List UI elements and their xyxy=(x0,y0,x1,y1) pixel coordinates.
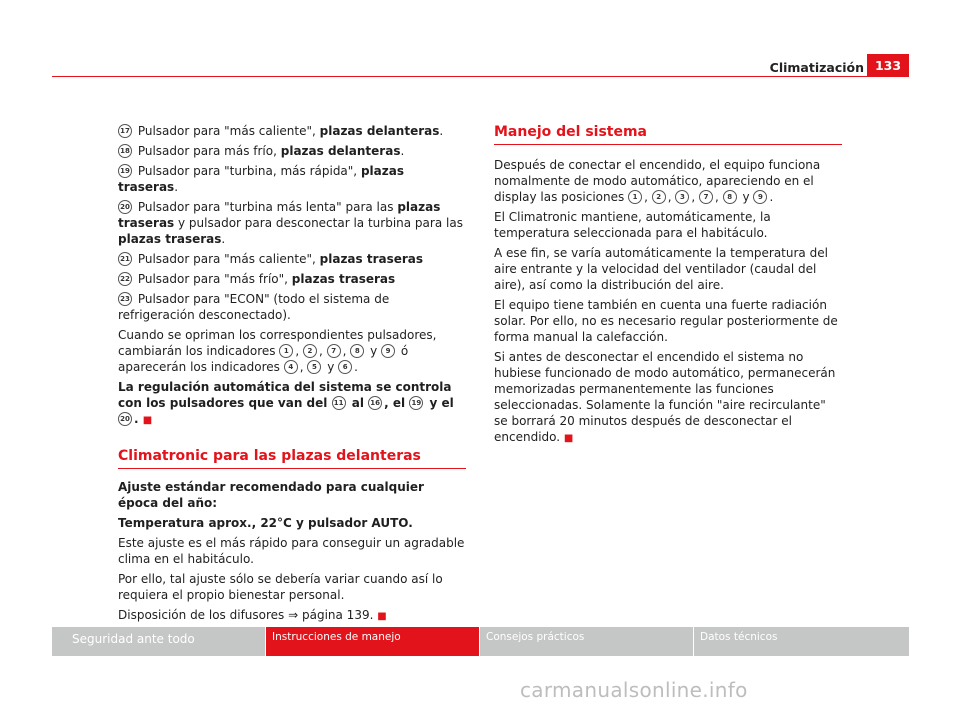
footer-tab-consejos[interactable]: Consejos prácticos xyxy=(480,627,693,656)
section-title-manejo: Manejo del sistema xyxy=(494,123,842,145)
indicator-badge: 5 xyxy=(307,360,321,374)
section-title-climatronic: Climatronic para las plazas delanteras xyxy=(118,447,466,469)
running-header-title: Climatización xyxy=(769,60,864,75)
indicator-badge: 2 xyxy=(303,344,317,358)
position-badge: 3 xyxy=(675,190,689,204)
paragraph: Por ello, tal ajuste sólo se debería variar cuando así lo requiera el propio bienestar personal. xyxy=(118,572,443,602)
list-item: 21 Pulsador para "más caliente", plazas traseras xyxy=(118,251,466,267)
footer-tab-instrucciones[interactable]: Instrucciones de manejo xyxy=(266,627,479,656)
item-number-badge: 23 xyxy=(118,292,132,306)
item-number-badge: 20 xyxy=(118,200,132,214)
paragraph: Después de conectar el encendido, el equipo funciona nomalmente de modo automático, apareciendo en el display las posiciones 1 , 2 , 3 , 7 , 8 y 9 . xyxy=(494,158,821,204)
right-column xyxy=(494,123,842,451)
indicator-badge: 6 xyxy=(338,360,352,374)
bold-line-2: Temperatura aprox., 22°C y pulsador AUTO. xyxy=(118,516,413,530)
regulation-badge: 16 xyxy=(368,396,382,410)
item-number-badge: 17 xyxy=(118,124,132,138)
item-number-badge: 19 xyxy=(118,164,132,178)
list-item: 23 Pulsador para "ECON" (todo el sistema de refrigeración desconectado). xyxy=(118,292,390,322)
paragraph: Si antes de desconectar el encendido el sistema no hubiese funcionado de modo automático, permanecerán memorizadas permanentemente las funciones seleccionadas. Solamente la función "aire recirculante" se borrará 20 minutos después de desconectar el encendido. ■ xyxy=(494,350,836,444)
paragraph: El Climatronic mantiene, automáticamente, la temperatura seleccionada para el habitáculo. xyxy=(494,210,771,240)
indicators-paragraph: Cuando se opriman los correspondientes pulsadores, cambiarán los indicadores 1 , 2 , 7 , 8 y 9 ó aparecerán los indicadores 4 , 5 y 6 . xyxy=(118,328,437,374)
footer-tab-datos[interactable]: Datos técnicos xyxy=(694,627,909,656)
paragraph: Este ajuste es el más rápido para conseguir un agradable clima en el habitáculo. xyxy=(118,536,465,566)
indicator-badge: 9 xyxy=(381,344,395,358)
position-badge: 7 xyxy=(699,190,713,204)
bold-line-1: Ajuste estándar recomendado para cualquier época del año: xyxy=(118,480,424,510)
position-badge: 2 xyxy=(652,190,666,204)
regulation-badge: 19 xyxy=(409,396,423,410)
item-number-badge: 21 xyxy=(118,252,132,266)
regulation-badge: 20 xyxy=(118,412,132,426)
item-number-badge: 22 xyxy=(118,272,132,286)
header-rule xyxy=(52,76,867,77)
end-of-section-icon: ■ xyxy=(377,611,387,622)
indicator-badge: 4 xyxy=(284,360,298,374)
item-number-badge: 18 xyxy=(118,144,132,158)
indicator-badge: 1 xyxy=(279,344,293,358)
paragraph: El equipo tiene también en cuenta una fuerte radiación solar. Por ello, no es necesario regular posteriormente de forma manual la calefacción. xyxy=(494,298,838,344)
end-of-section-icon: ■ xyxy=(563,433,574,444)
indicator-badge: 8 xyxy=(350,344,364,358)
button-list xyxy=(118,123,466,323)
position-badge: 1 xyxy=(628,190,642,204)
regulation-badge: 11 xyxy=(332,396,346,410)
list-item: 20 Pulsador para "turbina más lenta" para las plazas traseras y pulsador para desconectar la turbina para las plazas traseras. xyxy=(118,200,463,246)
paragraph: A ese fin, se varía automáticamente la temperatura del aire entrante y la velocidad del ventilador (caudal del aire), así como la distribución del aire. xyxy=(494,246,828,292)
list-item: 19 Pulsador para "turbina, más rápida", plazas traseras. xyxy=(118,164,404,194)
footer-tab-seguridad[interactable]: Seguridad ante todo xyxy=(52,627,265,656)
end-of-section-icon: ■ xyxy=(142,415,153,426)
position-badge: 8 xyxy=(723,190,737,204)
page-number: 133 xyxy=(867,54,909,77)
indicator-badge: 7 xyxy=(327,344,341,358)
left-column xyxy=(118,123,466,629)
list-item: 17 Pulsador para "más caliente", plazas delanteras. xyxy=(118,123,466,139)
list-item: 18 Pulsador para más frío, plazas delanteras. xyxy=(118,143,466,159)
paragraph: Disposición de los difusores ⇒ página 139. ■ xyxy=(118,608,387,622)
watermark: carmanualsonline.info xyxy=(520,678,748,702)
regulation-paragraph: La regulación automática del sistema se controla con los pulsadores que van del 11 al 16 , el 19 y el 20 . ■ xyxy=(118,380,454,426)
position-badge: 9 xyxy=(753,190,767,204)
list-item: 22 Pulsador para "más frío", plazas traseras xyxy=(118,271,466,287)
